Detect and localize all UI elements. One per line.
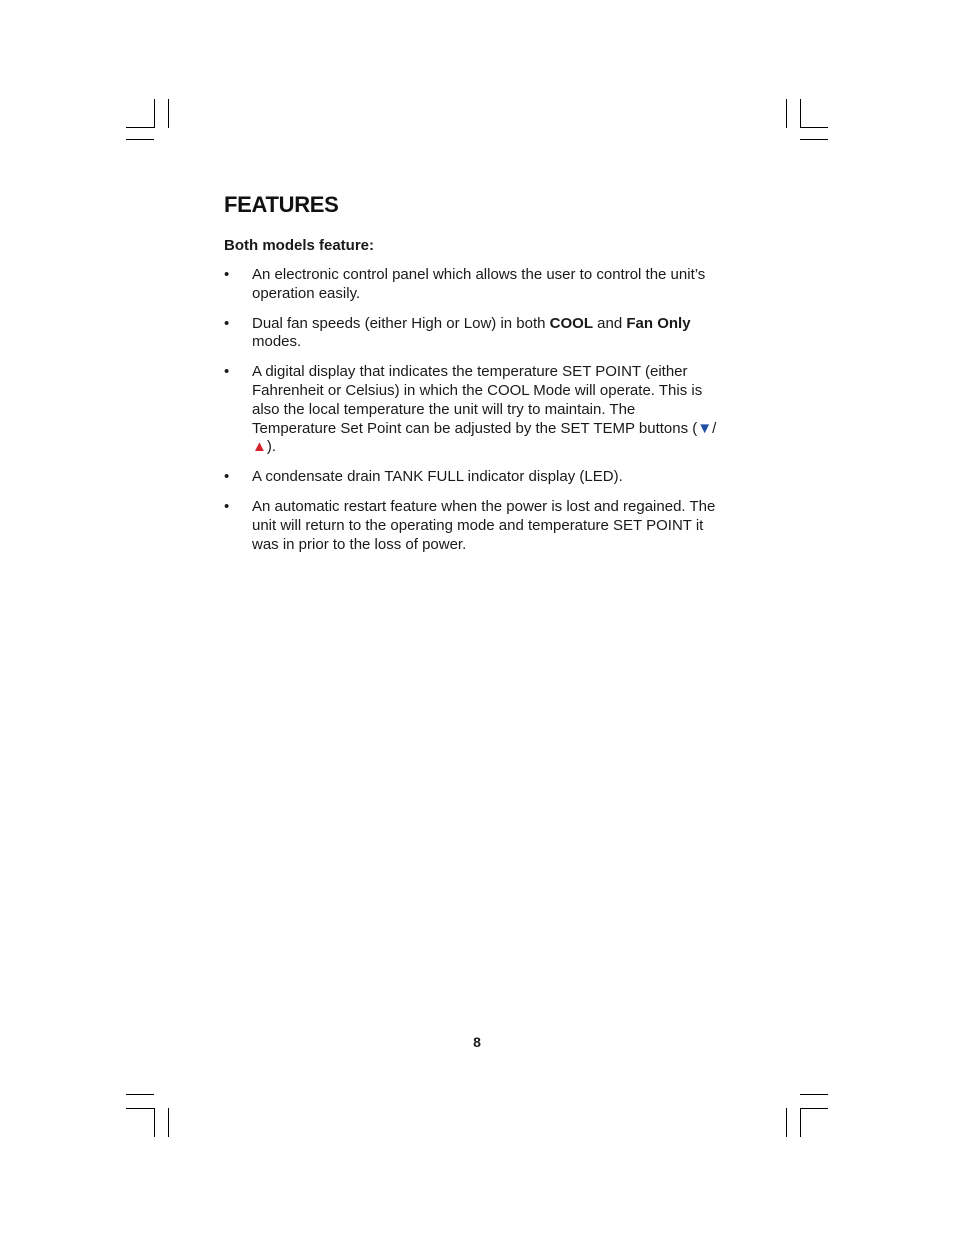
slash: / [712,419,717,437]
item-text: An automatic restart feature when the power is lost and regained. The unit will return to the operating mode and temperature SET POINT it was in prior to the loss of power. [252,497,716,553]
bullet: • [224,497,230,515]
cool-mode-label: COOL [549,314,594,332]
crop-mark [800,1094,828,1095]
list-item [224,468,722,487]
up-arrow-icon: ▲ [252,438,267,456]
section-heading: FEATURES [224,192,339,217]
list-item [224,363,722,457]
item-text: Dual fan speeds (either High or Low) in both [252,314,550,332]
item-text: ). [266,438,277,456]
crop-mark [800,1108,828,1109]
crop-mark [800,99,801,128]
crop-mark [126,1108,154,1109]
crop-mark [800,127,828,128]
crop-mark [154,1108,155,1137]
item-text: modes. [252,333,302,351]
crop-mark [168,99,169,128]
item-text: and [593,314,627,332]
bullet: • [224,468,230,486]
features-section [224,192,724,565]
crop-mark [786,1108,787,1137]
crop-mark [126,127,154,128]
fan-only-mode-label: Fan Only [626,314,691,332]
list-item [224,498,722,554]
section-subheading: Both models feature: [224,237,375,254]
crop-mark [126,1094,154,1095]
page-number: 8 [473,1034,481,1050]
item-text: A condensate drain TANK FULL indicator display (LED). [252,468,623,486]
crop-mark [786,99,787,128]
crop-mark [800,1108,801,1137]
item-text: An electronic control panel which allows the user to control the unit’s operation easily. [252,266,706,302]
item-text: A digital display that indicates the temperature SET POINT (either Fahrenheit or Celsius) in which the COOL Mode will operate. This is also the local temperature the unit will try to maintain. The Temperature Set Point can be adjusted by the SET TEMP buttons ( [252,363,703,437]
crop-mark [154,99,155,128]
crop-mark [126,139,154,140]
feature-list [224,266,724,554]
bullet: • [224,363,230,381]
crop-mark [168,1108,169,1137]
list-item [224,315,722,353]
list-item [224,266,722,304]
bullet: • [224,266,230,283]
bullet: • [224,314,230,332]
crop-mark [800,139,828,140]
down-arrow-icon: ▼ [697,419,713,437]
